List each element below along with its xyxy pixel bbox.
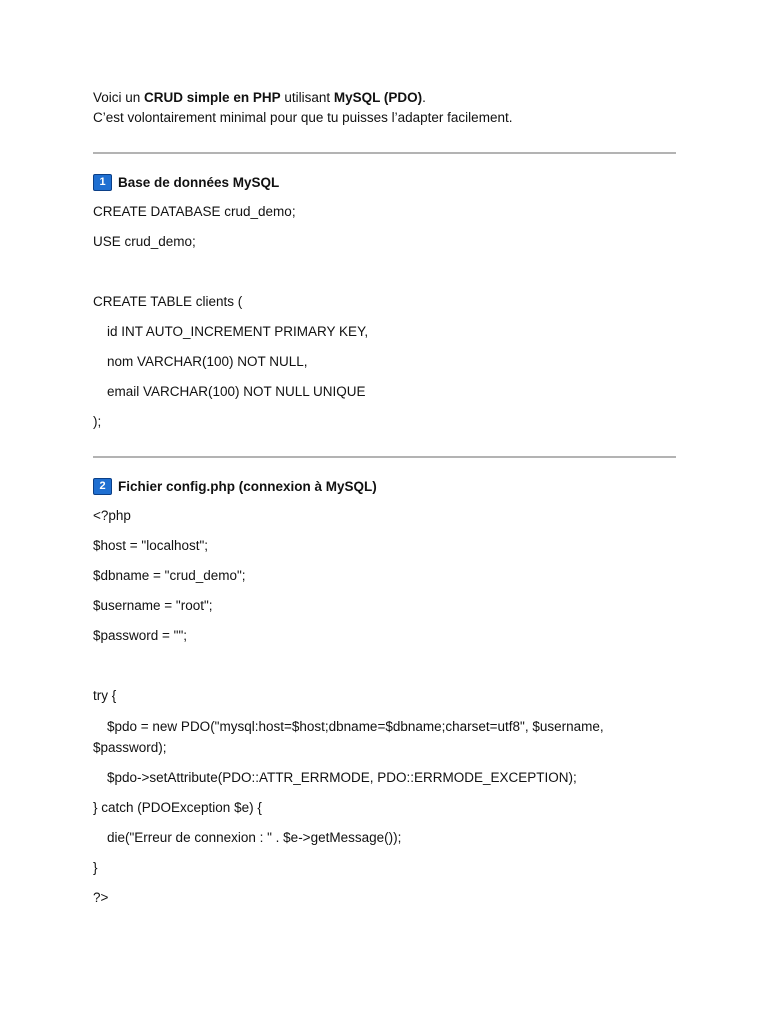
code-line: CREATE DATABASE crud_demo;: [93, 204, 296, 219]
code-blank-line: [93, 262, 676, 292]
intro-bold-crud: CRUD simple en PHP: [144, 90, 281, 105]
code-line: }: [93, 860, 98, 875]
intro-text: utilisant: [280, 90, 334, 105]
code-line: } catch (PDOException $e) {: [93, 800, 262, 815]
code-line: id INT AUTO_INCREMENT PRIMARY KEY,: [107, 324, 369, 339]
sql-code-block: [93, 202, 676, 432]
number-1-badge-icon: 1: [93, 174, 112, 191]
code-line: $pdo->setAttribute(PDO::ATTR_ERRMODE, PDO::ERRMODE_EXCEPTION);: [107, 770, 577, 785]
code-line-part: $password);: [93, 740, 167, 755]
section-2-heading: [93, 476, 676, 496]
intro-line-2: C’est volontairement minimal pour que tu puisses l’adapter facilement.: [93, 110, 513, 125]
code-line: $password = "";: [93, 628, 188, 643]
document-page: [93, 88, 676, 918]
code-line: email VARCHAR(100) NOT NULL UNIQUE: [107, 384, 366, 399]
code-blank-line: [93, 656, 676, 686]
section-1-title: Base de données MySQL: [118, 174, 280, 190]
code-line: $username = "root";: [93, 598, 213, 613]
code-line: try {: [93, 688, 117, 703]
code-line: );: [93, 414, 102, 429]
intro-text: Voici un: [93, 90, 145, 105]
code-line: $dbname = "crud_demo";: [93, 568, 246, 583]
number-2-badge-icon: 2: [93, 478, 112, 495]
code-line: <?php: [93, 508, 131, 523]
code-wrapped-line: [93, 716, 676, 758]
code-line: ?>: [93, 890, 109, 905]
code-line: nom VARCHAR(100) NOT NULL,: [107, 354, 308, 369]
code-line: die("Erreur de connexion : " . $e->getMessage());: [107, 830, 402, 845]
php-code-block: [93, 506, 676, 918]
intro-text: .: [422, 90, 426, 105]
section-2-title: Fichier config.php (connexion à MySQL): [118, 478, 377, 494]
code-line: CREATE TABLE clients (: [93, 294, 243, 309]
intro-bold-mysql: MySQL (PDO): [333, 90, 423, 105]
intro-line-1: [93, 88, 676, 108]
code-line: $host = "localhost";: [93, 538, 209, 553]
section-1-heading: [93, 172, 676, 192]
code-line: USE crud_demo;: [93, 234, 196, 249]
code-line-part: $pdo = new PDO("mysql:host=$host;dbname=$dbname;charset=utf8", $username,: [107, 719, 604, 734]
